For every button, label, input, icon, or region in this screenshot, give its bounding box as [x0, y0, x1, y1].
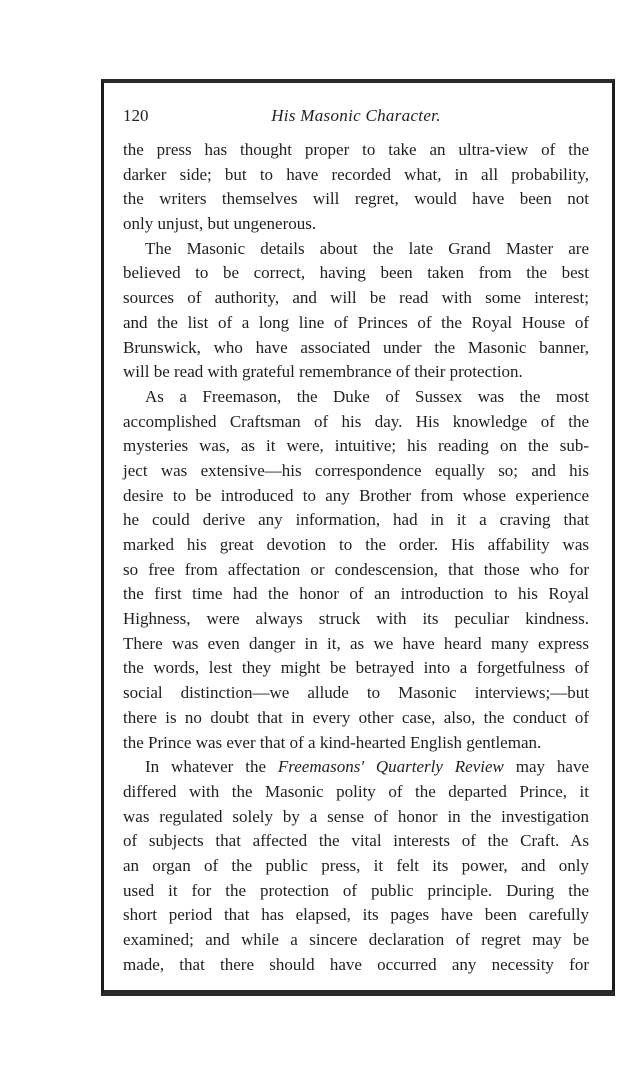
text-line: marked his great devotion to the order. His affability was	[123, 535, 589, 554]
text-line: darker side; but to have recorded what, in all probability,	[123, 164, 589, 184]
text-line: so free from affectation or condescension, that those who for	[123, 559, 589, 579]
text-line: Brunswick, who have associated under the Masonic banner,	[123, 337, 589, 357]
text-line: only unjust, but ungenerous.	[123, 214, 317, 234]
text-line: short period that has elapsed, its pages have been carefully	[123, 905, 589, 925]
text-line: will be read with grateful remembrance of their protection.	[123, 362, 523, 382]
text-line: believed to be correct, having been taken from the best	[123, 263, 589, 283]
text-line: the press has thought proper to take an ultra-view of the	[123, 140, 589, 159]
text-line: the first time had the honor of an introduction to his Royal	[123, 584, 589, 604]
running-head	[123, 106, 589, 138]
page-number: 120	[123, 106, 149, 125]
text-line: Highness, were always struck with its peculiar kindness.	[123, 609, 589, 629]
text-line: social distinction—we allude to Masonic interviews;—but	[123, 683, 589, 703]
body-text	[123, 138, 589, 977]
text-line: There was even danger in it, as we have heard many express	[123, 633, 589, 653]
text-line: In whatever the Freemasons' Quarterly Review may have	[145, 757, 589, 777]
text-line: he could derive any information, had in it a craving that	[123, 510, 589, 530]
text-line: used it for the protection of public principle. During the	[123, 880, 589, 900]
text-line: the Prince was ever that of a kind-hearted English gentleman.	[123, 732, 542, 752]
text-line: of subjects that affected the vital interests of the Craft. As	[123, 831, 589, 851]
text-line: examined; and while a sincere declaration of regret may be	[123, 930, 589, 949]
text-column	[123, 106, 589, 977]
text-line: differed with the Masonic polity of the departed Prince, it	[123, 781, 589, 801]
text-line: The Masonic details about the late Grand Master are	[145, 238, 589, 258]
text-line: there is no doubt that in every other case, also, the conduct of	[123, 707, 589, 727]
text-line: desire to be introduced to any Brother from whose experience	[123, 485, 589, 505]
text-line: As a Freemason, the Duke of Sussex was the most	[145, 386, 589, 406]
running-title: His Masonic Character.	[271, 106, 441, 125]
text-line: the words, lest they might be betrayed into a forgetfulness of	[123, 658, 589, 678]
text-line: an organ of the public press, it felt its power, and only	[123, 855, 589, 875]
text-line: and the list of a long line of Princes of the Royal House of	[123, 312, 589, 332]
text-line: the writers themselves will regret, would have been not	[123, 189, 589, 209]
text-line: ject was extensive—his correspondence equally so; and his	[123, 460, 589, 480]
text-line: accomplished Craftsman of his day. His knowledge of the	[123, 411, 589, 431]
text-line: was regulated solely by a sense of honor in the investigation	[123, 806, 589, 826]
publication-title: Freemasons' Quarterly Review	[277, 757, 504, 777]
text-line: made, that there should have occurred any necessity for	[123, 954, 589, 974]
text-line: mysteries was, as it were, intuitive; his reading on the sub-	[123, 436, 589, 456]
text-line: sources of authority, and will be read with some interest;	[123, 288, 589, 308]
